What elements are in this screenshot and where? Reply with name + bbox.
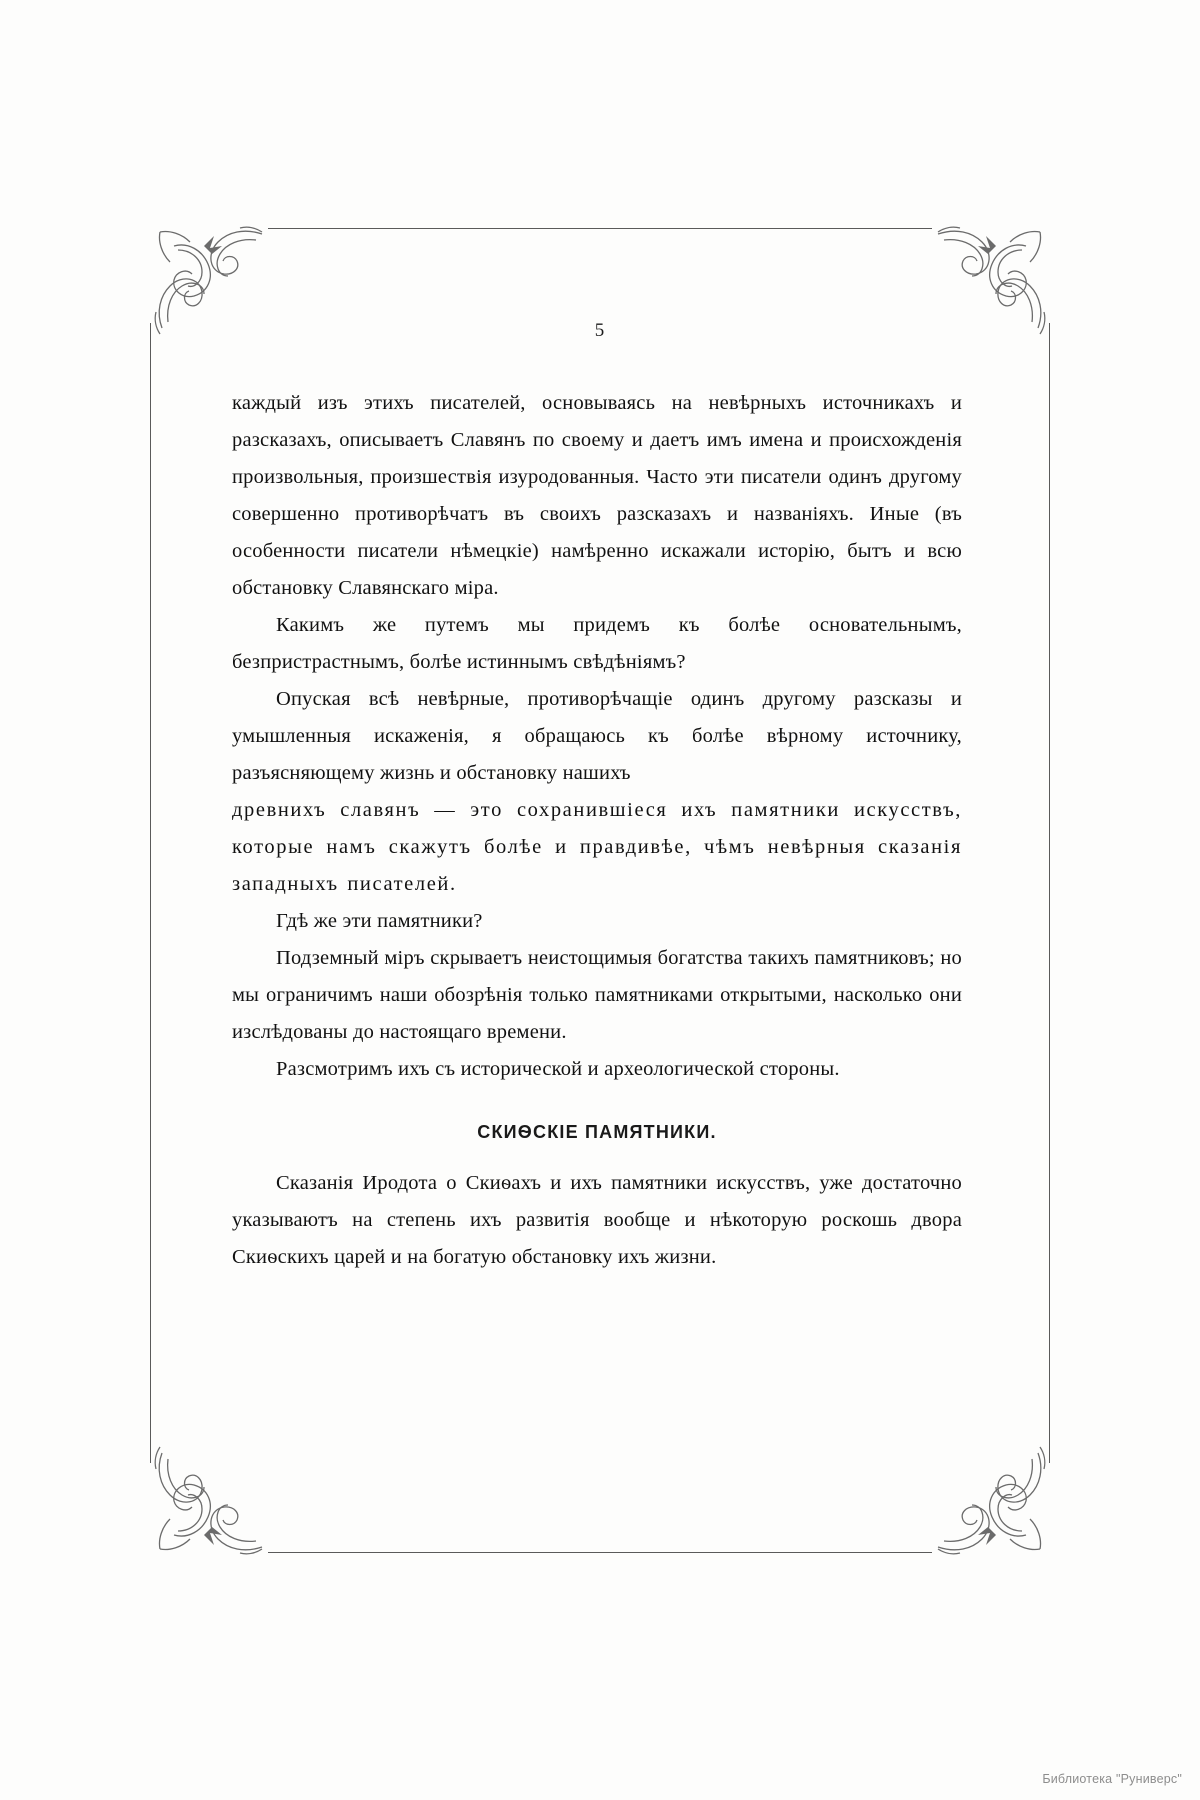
library-credit: Библиотека "Руниверс" — [1042, 1772, 1182, 1786]
paragraph: каждый изъ этихъ писателей, основываясь на невѣрныхъ источникахъ и разсказахъ, описываетъ Славянъ по своему и даетъ имъ имена и происхожденія произвольныя, произшествія изуродованныя. Часто эти писатели одинъ другому совершенно противорѣчатъ въ своихъ разсказахъ и названіяхъ. Иные (въ особенности писатели нѣмецкіе) намѣренно искажали исторію, бытъ и всю обстановку Славянскаго міра. — [232, 392, 962, 599]
paragraph: Разсмотримъ ихъ съ исторической и археологической стороны. — [276, 1058, 840, 1080]
frame-rule-bottom — [268, 1552, 932, 1553]
page-number: 5 — [594, 320, 606, 341]
paragraph: Какимъ же путемъ мы придемъ къ болѣе основательнымъ, безпристрастнымъ, болѣе истиннымъ свѣдѣніямъ? — [232, 614, 962, 673]
paragraph: Сказанія Иродота о Скиѳахъ и ихъ памятники искусствъ, уже достаточно указываютъ на степень ихъ развитія вообще и нѣкоторую роскошь двора Скиѳскихъ царей и на богатую обстановку ихъ жизни. — [232, 1172, 962, 1268]
corner-ornament-top-right — [926, 216, 1056, 336]
corner-ornament-bottom-right — [926, 1445, 1056, 1565]
paragraph-letterspaced: древнихъ славянъ — это сохранившіеся ихъ памятники искусствъ, которые намъ скажутъ болѣе и правдивѣе, чѣмъ невѣрныя сказанія западныхъ писателей. — [232, 799, 962, 895]
paragraph: Подземный міръ скрываетъ неистощимыя богатства такихъ памятниковъ; но мы ограничимъ наши обозрѣнія только памятниками открытыми, насколько они изслѣдованы до настоящаго времени. — [232, 947, 962, 1043]
frame-rule-right — [1049, 323, 1050, 1463]
frame-rule-left — [150, 323, 151, 1463]
body-text — [232, 385, 962, 1276]
paragraph: Гдѣ же эти памятники? — [276, 910, 483, 932]
corner-ornament-top-left — [144, 216, 274, 336]
corner-ornament-bottom-left — [144, 1445, 274, 1565]
section-heading: СКИѲСКІЕ ПАМЯТНИКИ. — [477, 1122, 717, 1142]
frame-rule-top — [268, 228, 932, 229]
paragraph: Опуская всѣ невѣрные, противорѣчащіе одинъ другому разсказы и умышленныя искаженія, я обращаюсь къ болѣе вѣрному источнику, разъясняющему жизнь и обстановку нашихъ — [232, 688, 962, 784]
